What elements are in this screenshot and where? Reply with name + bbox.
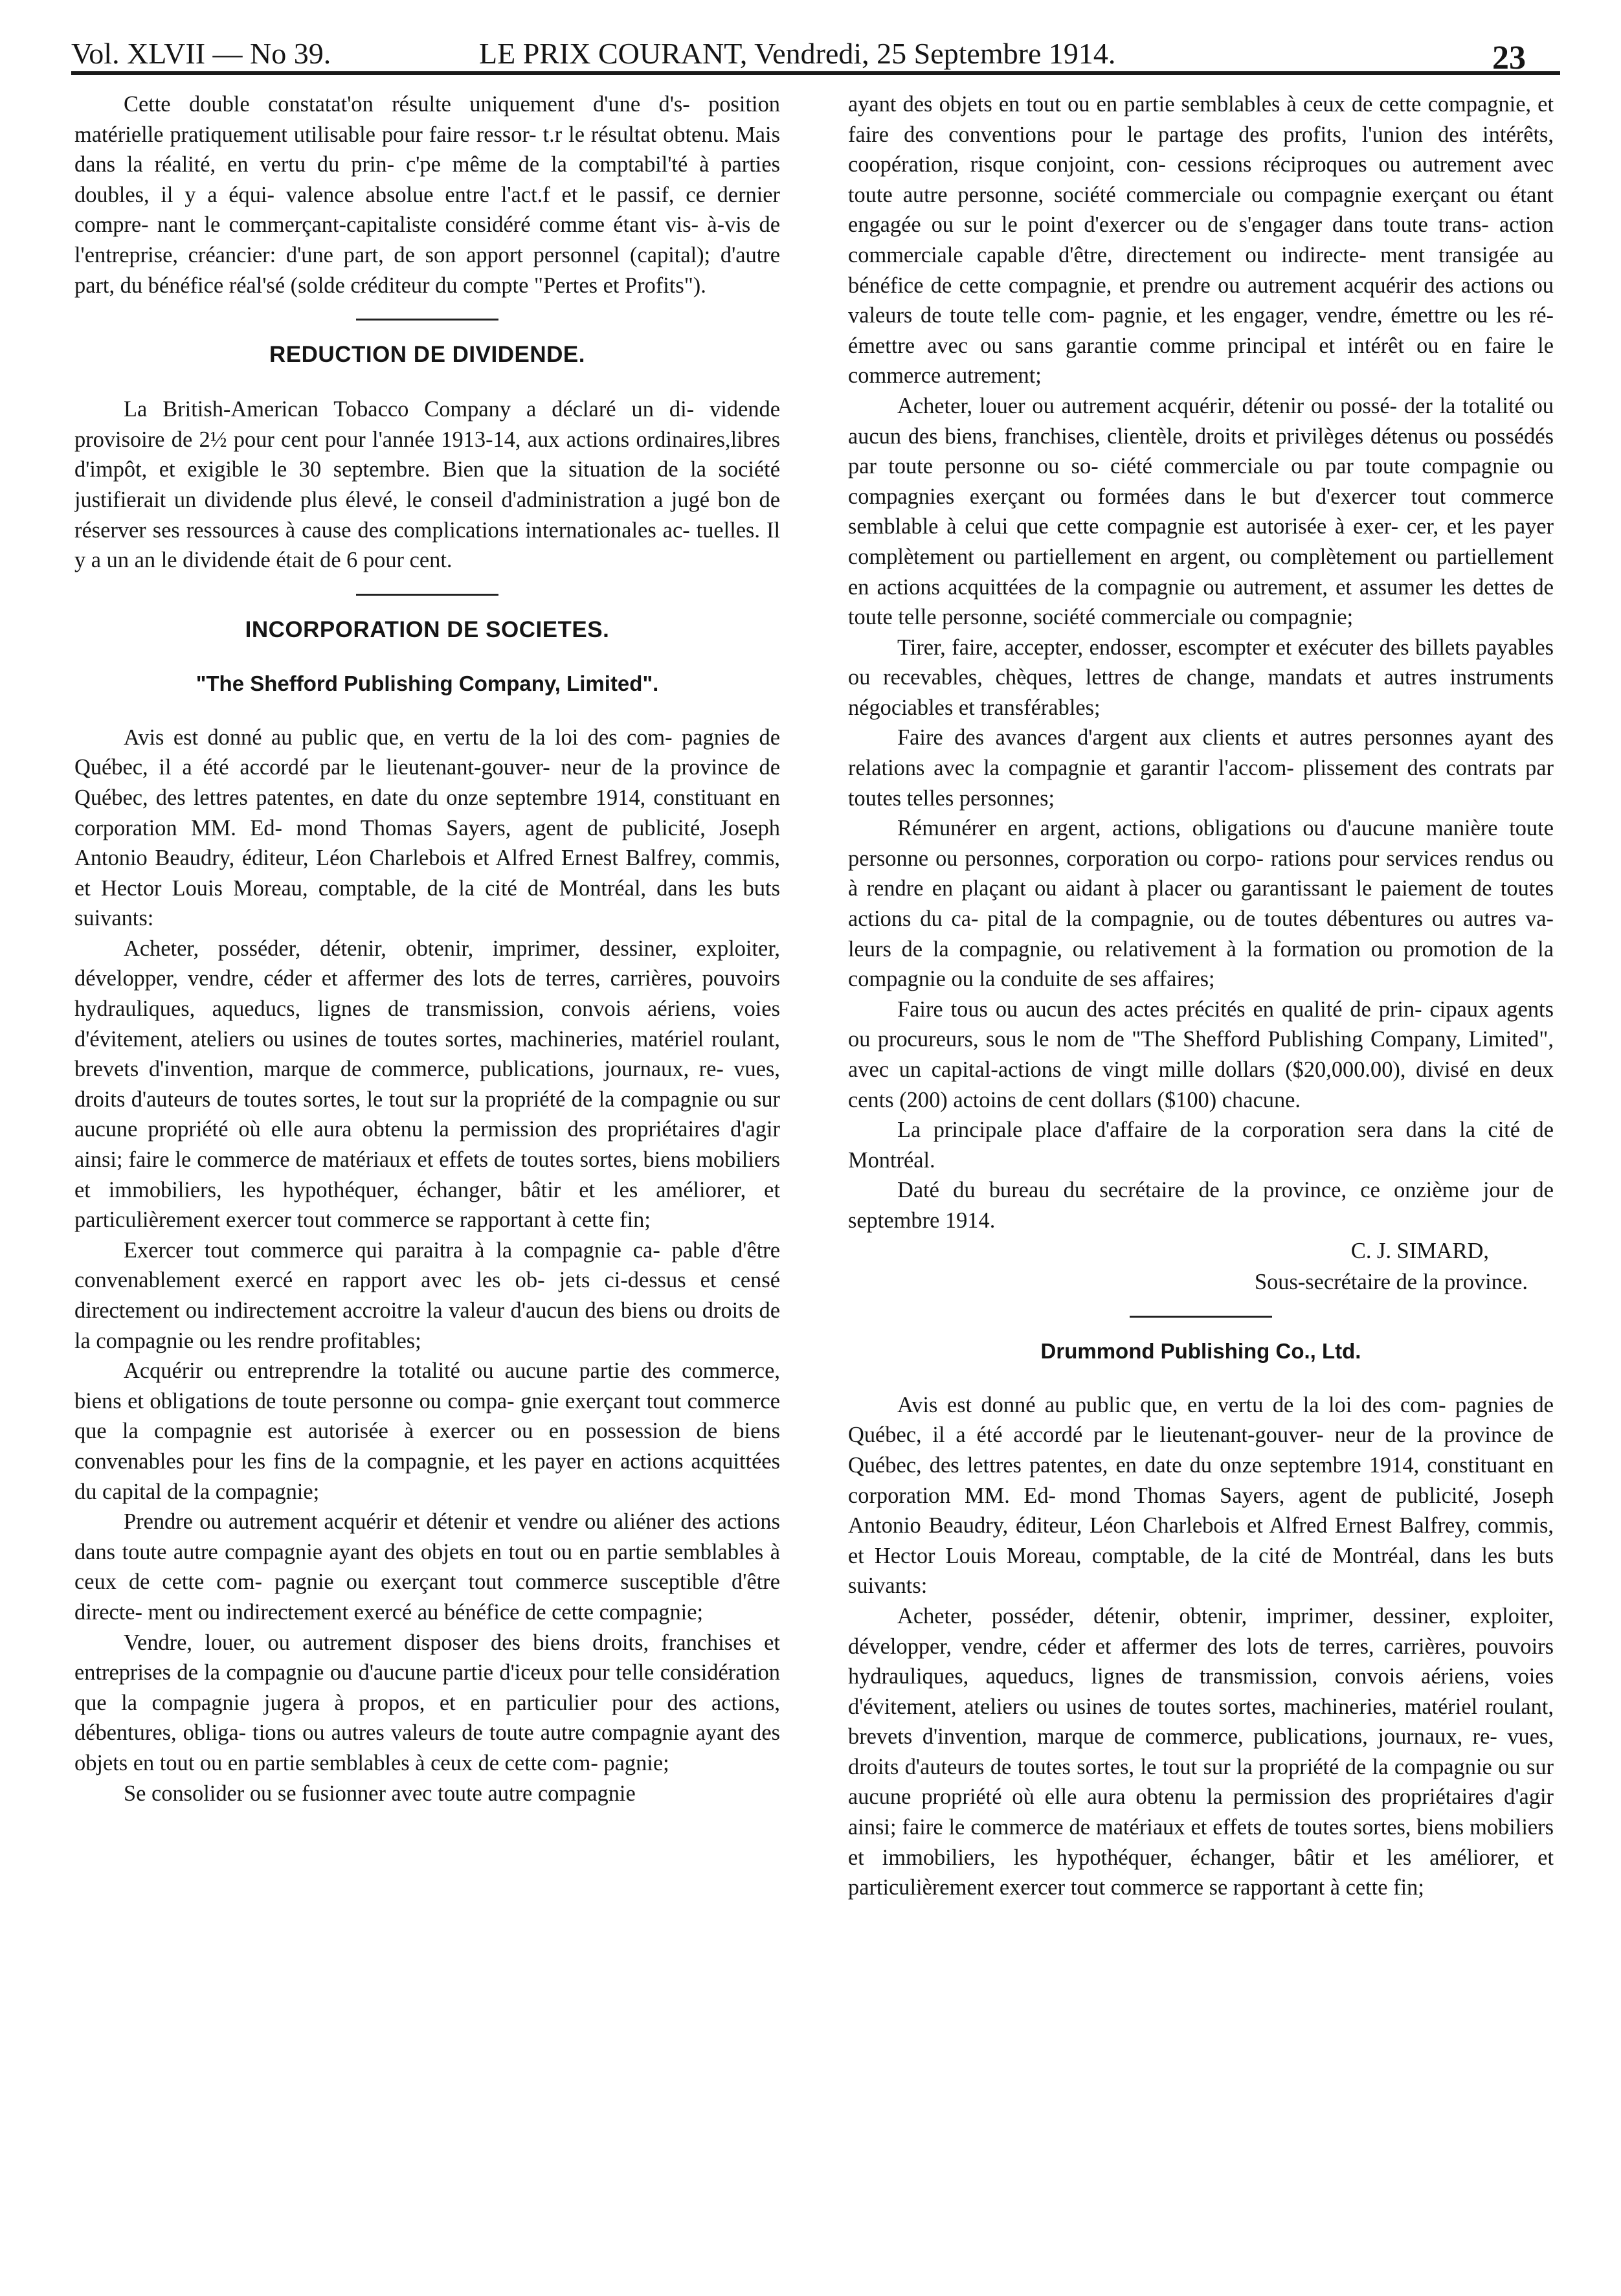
continuation-paragraph: ayant des objets en tout ou en partie semblables à ceux de cette compagnie, et faire des conventions pour le partage des profits, l'union des intérêts, coopération, risque conjoint, con- cessions réciproques ou autrement avec toute autre personne, société commerciale ou compagnie exerçant ou étant engagée ou sur le point d'exercer ou de s'engager dans toute trans- action commerciale capable d'être, directement ou indirecte- ment transigée au bénéfice de cette compagnie, et prendre ou autrement acquérir des actions ou valeurs de toute telle com- pagnie, et les engager, vendre, émettre ou les ré-émettre avec ou sans garantie comme principal et intérêt ou en faire le commerce autrement;: [848, 92, 1554, 388]
dividend-paragraph: La British-American Tobacco Company a déclaré un di- vidende provisoire de 2½ pour cent pour l'année 1913-14, aux actions ordinaires,libres d'impôt, et exigible le 30 septembre. Bien que la situation de la société justifierait un dividende plus élevé, le conseil d'administration a jugé bon de réserver ses ressources à cause des complications internationales ac- tuelles. Il y a un an le dividende était de 6 pour cent.: [74, 397, 780, 573]
drummond-paragraph: Acheter, posséder, détenir, obtenir, imprimer, dessiner, exploiter, développer, vendre, céder et affermer des lots de terres, carrières, pouvoirs hydrauliques, aqueducs, lignes de transmission, convois aériens, voies d'évitement, ateliers ou usines de toutes sortes, machineries, matériel roulant, brevets d'invention, marque de commerce, publications, journaux, re- vues, droits d'auteurs de toutes sortes, le tout sur la propriété de la compagnie ou sur aucune propriété où elle aura obtenu la permission des propriétaires d'agir ainsi; faire le commerce de matériaux et effets de toutes sortes, biens mobiliers et immobiliers, les hypothéquer, échanger, bâtir et les améliorer, et particulièrement exercer tout commerce se rapportant à cette fin;: [848, 1603, 1554, 1900]
intro-paragraph: Cette double constatat'on résulte uniquement d'une d's- position matérielle pratiquement utilisable pour faire ressor- t.r le résultat obtenu. Mais dans la réalité, en vertu du prin- c'pe même de la comptabil'té à parties doubles, il y a équi- valence absolue entre l'act.f et le passif, ce dernier compre- nant le commerçant-capitaliste considéré comme étant vis- à-vis de l'entreprise, créancier: d'une part, de son apport personnel (capital); d'autre part, du bénéfice réal'sé (solde créditeur du compte "Pertes et Profits").: [74, 92, 780, 298]
shefford-paragraph: Faire tous ou aucun des actes précités en qualité de prin- cipaux agents ou procureurs, sous le nom de "The Shefford Publishing Company, Limited", avec un capital-actions de vingt mille dollars ($20,000.00), divisé en deux cents (200) actoins de cent dollars ($100) chacune.: [848, 996, 1554, 1112]
page-number: 23: [1492, 39, 1526, 76]
signature-name: C. J. SIMARD,: [1350, 1238, 1489, 1263]
section-divider: [356, 319, 498, 321]
section-title-dividend: REDUCTION DE DIVIDENDE.: [269, 342, 585, 368]
shefford-paragraph: Prendre ou autrement acquérir et détenir et vendre ou aliéner des actions dans toute autre compagnie ayant des objets en tout ou en partie semblables à ceux de cette com- pagnie ou exerçant tout commerce susceptible d'être directe- ment ou indirectement exercé au bénéfice de cette compagnie;: [74, 1509, 780, 1625]
shefford-paragraph: Tirer, faire, accepter, endosser, escompter et exécuter des billets payables ou recevables, chèques, lettres de change, mandats et autres instruments négociables et transférables;: [848, 635, 1554, 720]
shefford-paragraph: Acquérir ou entreprendre la totalité ou aucune partie des commerce, biens et obligations de toute personne ou compa- gnie exerçant tout commerce que la compagnie est autorisée à exercer ou en possession de biens convenables pour les fins de la compagnie, et les payer en actions acquittées du capital de la compagnie;: [74, 1358, 780, 1504]
shefford-paragraph: Se consolider ou se fusionner avec toute autre compagnie: [124, 1781, 636, 1806]
drummond-paragraph: Avis est donné au public que, en vertu de la loi des com- pagnies de Québec, il a été accordé par le lieutenant-gouver- neur de la province de Québec, des lettres patentes, en date du onze septembre 1914, constituant en corporation MM. Ed- mond Thomas Sayers, agent de publicité, Joseph Antonio Beaudry, éditeur, Léon Charlebois et Alfred Ernest Balfrey, commis, et Hector Louis Moreau, comptable, de la cité de Montréal, dans les buts suivants:: [848, 1392, 1554, 1599]
company-title-shefford: "The Shefford Publishing Company, Limited".: [196, 671, 659, 695]
right-column: [848, 89, 1554, 2245]
header-rule: [71, 71, 1560, 75]
section-title-incorporation: INCORPORATION DE SOCIETES.: [245, 616, 610, 642]
newspaper-title: LE PRIX COURANT, Vendredi, 25 Septembre 1914.: [479, 37, 1116, 70]
page-header: [71, 28, 1560, 74]
signature-title: Sous-secrétaire de la province.: [1254, 1270, 1528, 1295]
shefford-paragraph: Rémunérer en argent, actions, obligations ou d'aucune manière toute personne ou personnes, corporation ou corpo- rations pour services rendus ou à rendre en plaçant ou aidant à placer ou garantissant le paiement de toutes actions du ca- pital de la compagnie, ou de toutes débentures ou autres va- leurs de la compagnie, ou relativement à la formation ou promotion de la compagnie ou la conduite de ses affaires;: [848, 816, 1554, 992]
section-divider: [356, 594, 498, 596]
shefford-paragraph: Acheter, posséder, détenir, obtenir, imprimer, dessiner, exploiter, développer, vendre, céder et affermer des lots de terres, carrières, pouvoirs hydrauliques, aqueducs, lignes de transmission, convois aériens, voies d'évitement, ateliers ou usines de toutes sortes, machineries, matériel roulant, brevets d'invention, marque de commerce, publications, journaux, re- vues, droits d'auteurs de toutes sortes, le tout sur la propriété de la compagnie ou sur aucune propriété où elle aura obtenu la permission des propriétaires d'agir ainsi; faire le commerce de matériaux et effets de toutes sortes, biens mobiliers et immobiliers, les hypothéquer, échanger, bâtir et les améliorer, et particulièrement exercer tout commerce se rapportant à cette fin;: [74, 936, 780, 1233]
shefford-paragraph: Vendre, louer, ou autrement disposer des biens droits, franchises et entreprises de la compagnie ou d'aucune partie d'iceux pour telle considération que la compagnie jugera à propos, et en particulier pour des actions, débentures, obliga- tions ou autres valeurs de toute autre compagnie ayant des objets en tout ou en partie semblables à ceux de cette com- pagnie;: [74, 1630, 780, 1775]
shefford-paragraph: Avis est donné au public que, en vertu de la loi des com- pagnies de Québec, il a été accordé par le lieutenant-gouver- neur de la province de Québec, des lettres patentes, en date du onze septembre 1914, constituant en corporation MM. Ed- mond Thomas Sayers, agent de publicité, Joseph Antonio Beaudry, éditeur, Léon Charlebois et Alfred Ernest Balfrey, commis, et Hector Louis Moreau, comptable, de la cité de Montréal, dans les buts suivants:: [74, 725, 780, 931]
shefford-paragraph: La principale place d'affaire de la corporation sera dans la cité de Montréal.: [848, 1118, 1554, 1173]
shefford-paragraph: Daté du bureau du secrétaire de la province, ce onzième jour de septembre 1914.: [848, 1178, 1554, 1233]
company-title-drummond: Drummond Publishing Co., Ltd.: [1040, 1338, 1361, 1363]
volume-number: Vol. XLVII — No 39.: [71, 37, 331, 70]
left-column: [74, 89, 780, 2245]
shefford-paragraph: Exercer tout commerce qui paraitra à la compagnie ca- pable d'être convenablement exercé en rapport avec les ob- jets ci-dessus et censé directement ou indirectement accroitre la valeur d'aucun des biens ou droits de la compagnie ou les rendre profitables;: [74, 1237, 780, 1353]
shefford-paragraph: Acheter, louer ou autrement acquérir, détenir ou possé- der la totalité ou aucun des biens, franchises, clientèle, droits et privilèges détenus ou possédés par toute personne ou so- ciété commerciale ou par toute compagnie ou compagnies exerçant ou formées dans le but d'exercer tout commerce semblable à celui que cette compagnie est autorisée à exer- cer, et les payer complètement ou partiellement en argent, ou complètement ou partiellement en actions acquittées de la compagnie ou autrement, et assumer les dettes de toute telle personne, société commerciale ou compagnie;: [848, 393, 1554, 630]
section-divider: [1130, 1316, 1272, 1318]
shefford-paragraph: Faire des avances d'argent aux clients et autres personnes ayant des relations avec la compagnie et garantir l'accom- plissement des contrats par toutes telles personnes;: [848, 725, 1554, 811]
